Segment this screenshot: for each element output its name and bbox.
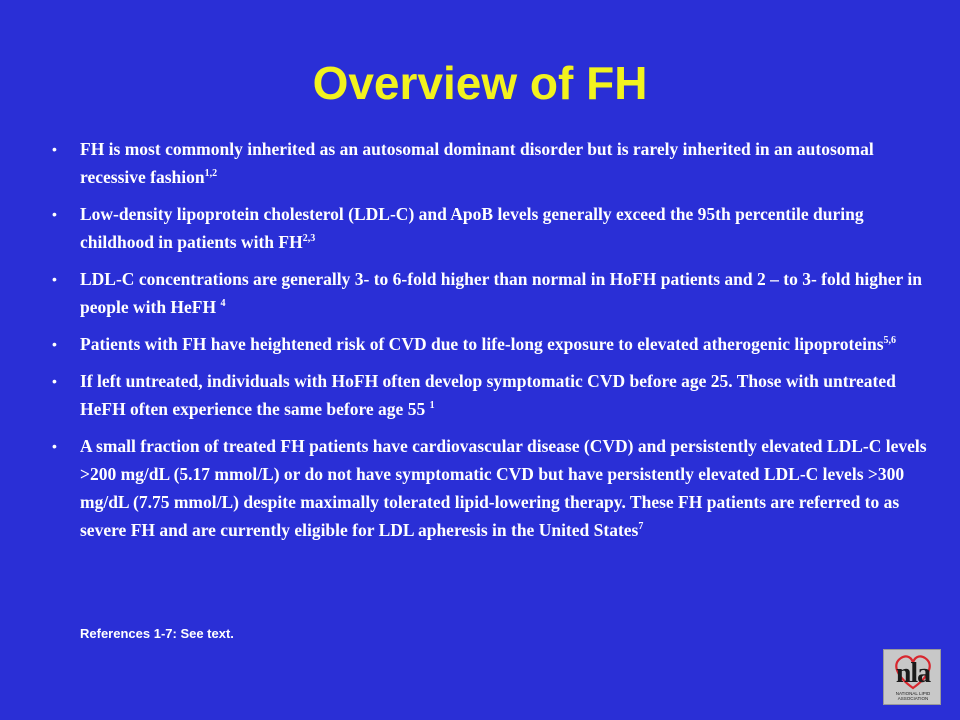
bullet-glyph: • <box>52 206 57 222</box>
bullet-reference: 7 <box>638 521 644 532</box>
bullet-item <box>50 265 930 321</box>
bullet-glyph: • <box>52 438 57 454</box>
bullet-item <box>50 432 930 544</box>
bullet-reference: 2,3 <box>302 233 316 244</box>
bullet-list <box>50 135 930 553</box>
bullet-text: A small fraction of treated FH patients have cardiovascular disease (CVD) and persistently elevated LDL-C levels >200 mg/dL (5.17 mmol/L) or do not have symptomatic CVD but have persistently elevated LDL-C levels >300 mg/dL (7.75 mmol/L) despite maximally tolerated lipid-lowering therapy. These FH patients are referred to as severe FH and are currently eligible for LDL apheresis in the United States <box>80 436 927 540</box>
bullet-text: Low-density lipoprotein cholesterol (LDL-C) and ApoB levels generally exceed the 95th percentile during childhood in patients with FH <box>80 204 864 252</box>
bullet-glyph: • <box>52 336 57 352</box>
bullet-reference: 5,6 <box>883 335 897 346</box>
bullet-item <box>50 367 930 423</box>
slide-title: Overview of FH <box>312 57 648 109</box>
bullet-reference: 4 <box>220 298 226 309</box>
bullet-glyph: • <box>52 373 57 389</box>
bullet-reference: 1 <box>429 400 435 411</box>
bullet-text: FH is most commonly inherited as an autosomal dominant disorder but is rarely inherited in an autosomal recessive fashion <box>80 139 874 187</box>
bullet-text: Patients with FH have heightened risk of CVD due to life-long exposure to elevated atherogenic lipoproteins <box>80 334 884 354</box>
bullet-item <box>50 200 930 256</box>
bullet-glyph: • <box>52 271 57 287</box>
logo-mark: nla <box>895 658 931 689</box>
logo-org-name: NATIONAL LIPID ASSOCIATION <box>895 691 931 701</box>
nla-logo <box>883 649 941 705</box>
bullet-glyph: • <box>52 141 57 157</box>
references-note: References 1-7: See text. <box>80 626 234 641</box>
bullet-text: If left untreated, individuals with HoFH often develop symptomatic CVD before age 25. Those with untreated HeFH often experience the same before age 55 <box>80 371 896 419</box>
bullet-item <box>50 135 930 191</box>
bullet-text: LDL-C concentrations are generally 3- to 6-fold higher than normal in HoFH patients and 2 – to 3- fold higher in people with HeFH <box>80 269 922 317</box>
bullet-reference: 1,2 <box>204 168 218 179</box>
bullet-item <box>50 330 930 358</box>
